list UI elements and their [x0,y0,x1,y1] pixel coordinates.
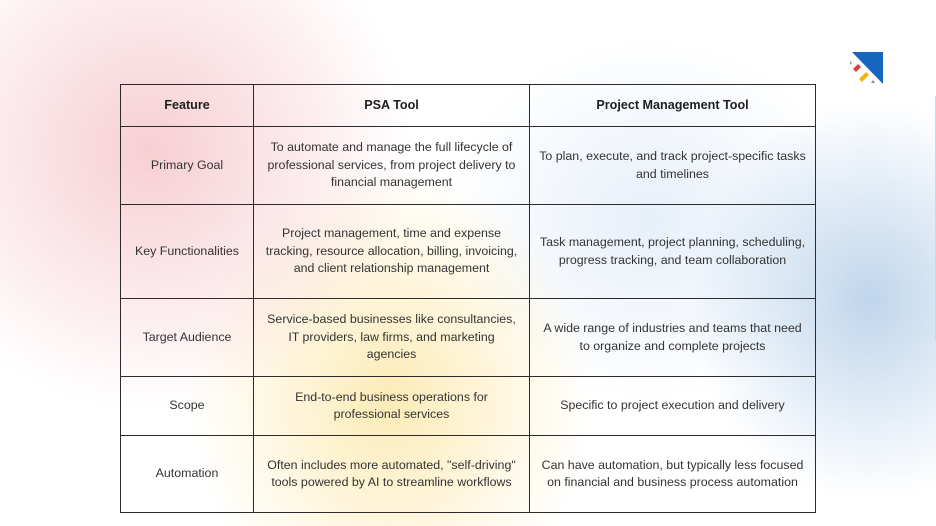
table-row [121,127,816,205]
pm-cell: Specific to project execution and delivery [530,377,816,436]
feature-cell: Automation [121,436,254,513]
pm-cell: Can have automation, but typically less focused on financial and business process automation [530,436,816,513]
psa-cell: Project management, time and expense tracking, resource allocation, billing, invoicing, and client relationship management [254,205,530,299]
header-row [121,85,816,127]
header-psa-tool: PSA Tool [254,85,530,127]
psa-cell: End-to-end business operations for professional services [254,377,530,436]
header-pm-tool: Project Management Tool [530,85,816,127]
feature-cell: Key Functionalities [121,205,254,299]
feature-cell: Primary Goal [121,127,254,205]
feature-cell: Scope [121,377,254,436]
table-row [121,205,816,299]
pm-cell: A wide range of industries and teams that need to organize and complete projects [530,299,816,377]
feature-cell: Target Audience [121,299,254,377]
table-row [121,299,816,377]
psa-cell: Often includes more automated, "self-driving" tools powered by AI to streamline workflows [254,436,530,513]
header-feature: Feature [121,85,254,127]
brand-logo-icon [849,52,883,84]
psa-cell: To automate and manage the full lifecycle of professional services, from project delivery to financial management [254,127,530,205]
comparison-table [120,84,816,513]
psa-cell: Service-based businesses like consultancies, IT providers, law firms, and marketing agencies [254,299,530,377]
table-row [121,436,816,513]
pm-cell: To plan, execute, and track project-specific tasks and timelines [530,127,816,205]
table-row [121,377,816,436]
pm-cell: Task management, project planning, scheduling, progress tracking, and team collaboration [530,205,816,299]
